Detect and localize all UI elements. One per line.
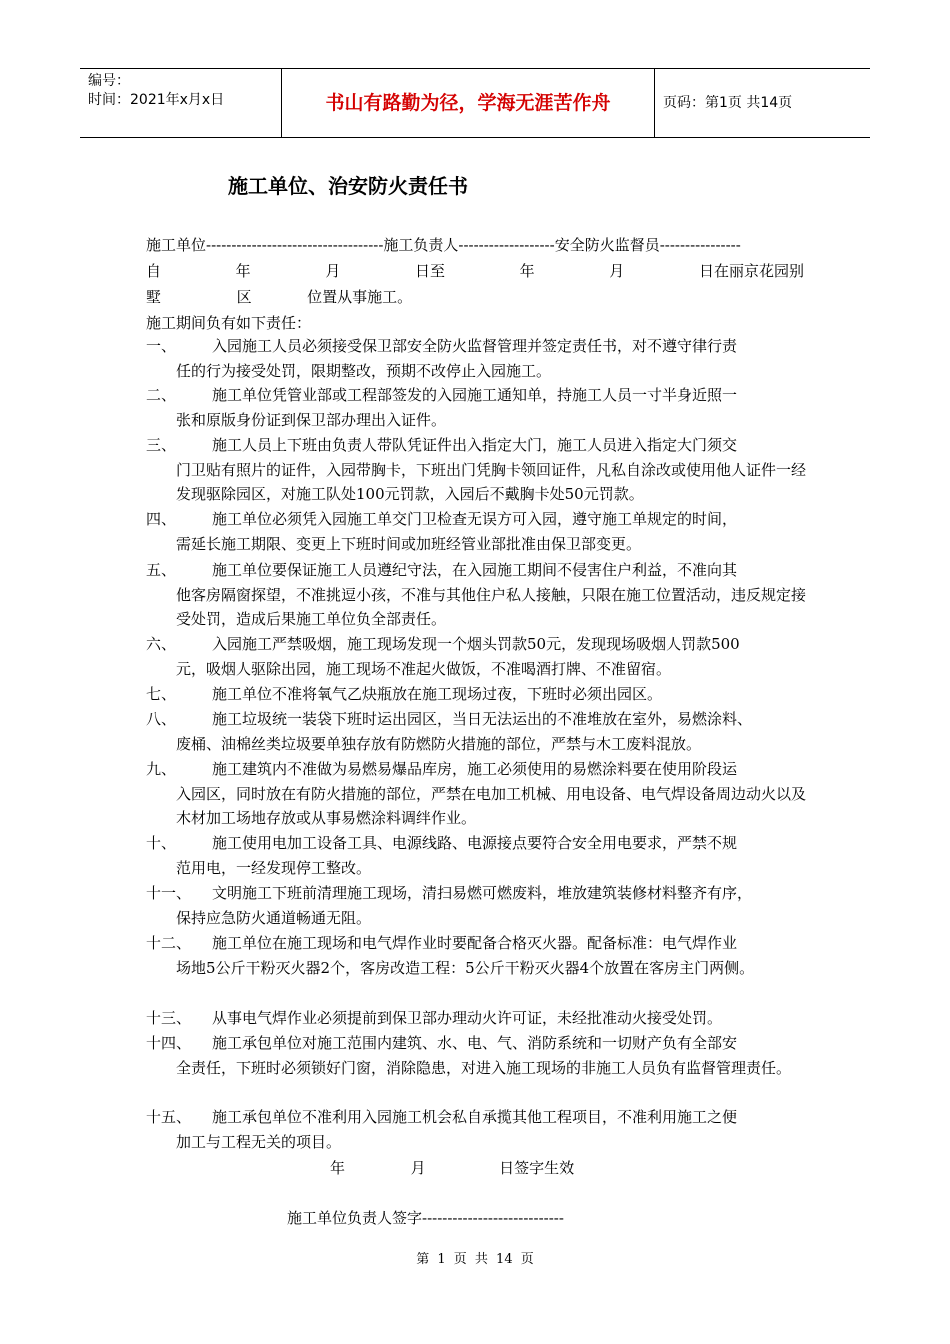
- effective-date-line: [330, 1156, 574, 1180]
- header-motto: 书山有路勤为径，学海无涯苦作舟: [325, 92, 611, 114]
- clause-text: 场地5公斤干粉灭火器2个，客房改造工程：5公斤干粉灭火器4个放置在客房主门两侧。: [176, 958, 755, 977]
- clause-text: 入园区，同时放在有防火措施的部位，严禁在电加工机械、用电设备、电气焊设备周边动火以及木材加工场地存放或从事易燃涂料调绊作业。: [176, 784, 807, 827]
- clause-text: 范用电，一经发现停工整改。: [176, 858, 372, 877]
- number-label: 编号：: [88, 73, 130, 89]
- clause-text: 入园施工人员必须接受保卫部安全防火监督管理并签定责任书，对不遵守律行责: [212, 337, 738, 355]
- page-footer: 第 1 页 共 14 页: [416, 1252, 534, 1267]
- clause-text: 施工单位要保证施工人员遵纪守法，在入园施工期间不侵害住户利益，不准向其: [212, 561, 738, 579]
- header-divider: [654, 69, 655, 137]
- clause-number: 十四、: [146, 1034, 192, 1052]
- clause-text: 施工承包单位对施工范围内建筑、水、电、气、消防系统和一切财产负有全部安: [212, 1034, 738, 1052]
- header-page-info: 页码：第1页 共14页: [663, 95, 793, 111]
- clause-number: 八、: [146, 710, 177, 728]
- effective-word: 年: [330, 1159, 346, 1177]
- clause-text: 从事电气焊作业必须提前到保卫部办理动火许可证，未经批准动火接受处罚。: [212, 1009, 723, 1027]
- intro-word: 日至: [414, 262, 445, 280]
- signature-line: 施工单位负责人签字----------------------------: [287, 1209, 564, 1227]
- clause-text: 张和原版身份证到保卫部办理出入证件。: [176, 410, 447, 429]
- clause-text: 元，吸烟人驱除出园，施工现场不准起火做饭，不准喝酒打牌、不准留宿。: [176, 659, 672, 678]
- clause-text: 加工与工程无关的项目。: [176, 1132, 342, 1151]
- clause-number: 二、: [146, 386, 177, 404]
- clause-text: 入园施工严禁吸烟，施工现场发现一个烟头罚款50元，发现现场吸烟人罚款500: [212, 635, 740, 653]
- clause-text: 保持应急防火通道畅通无阻。: [176, 908, 372, 927]
- clause-text: 全责任，下班时必须锁好门窗，消除隐患，对进入施工现场的非施工人员负有监督管理责任。: [176, 1058, 792, 1077]
- clause-text: 文明施工下班前清理施工现场，清扫易燃可燃废料，堆放建筑装修材料整齐有序，: [212, 884, 753, 902]
- clause-number: 十二、: [146, 934, 192, 952]
- clause-text: 门卫贴有照片的证件，入园带胸卡，下班出门凭胸卡领回证件，凡私自涂改或使用他人证件一经发现驱除园区，对施工队处100元罚款，入园后不戴胸卡处50元罚款。: [176, 460, 807, 503]
- intro-word: 月: [609, 262, 625, 280]
- clause-number: 十、: [146, 834, 177, 852]
- clause-text: 废桶、油棉丝类垃圾要单独存放有防燃防火措施的部位，严禁与木工废料混放。: [176, 734, 702, 753]
- clause-text: 施工单位凭管业部或工程部签发的入园施工通知单，持施工人员一寸半身近照一: [212, 386, 738, 404]
- clause-number: 十五、: [146, 1108, 192, 1126]
- clause-text: 施工单位在施工现场和电气焊作业时要配备合格灭火器。配备标准：电气焊作业: [212, 934, 738, 952]
- clause-text: 施工单位必须凭入园施工单交门卫检查无误方可入园，遵守施工单规定的时间，: [212, 510, 738, 528]
- time-label: 时间：2021年x月x日: [88, 92, 225, 108]
- clause-number: 四、: [146, 510, 177, 528]
- intro-word: 墅: [146, 288, 162, 306]
- intro-word: 区: [236, 288, 252, 306]
- clause-number: 十一、: [146, 884, 192, 902]
- clause-text: 施工使用电加工设备工具、电源线路、电源接点要符合安全用电要求，严禁不规: [212, 834, 738, 852]
- intro-word: 年: [519, 262, 535, 280]
- document-title: 施工单位、治安防火责任书: [228, 174, 468, 198]
- page-header: [80, 68, 870, 138]
- intro-word: 自: [146, 262, 162, 280]
- clause-number: 七、: [146, 685, 177, 703]
- effective-word: 日签字生效: [499, 1159, 575, 1177]
- clause-text: 施工垃圾统一装袋下班时运出园区，当日无法运出的不准堆放在室外，易燃涂料、: [212, 710, 753, 728]
- intro-line-4: 施工期间负有如下责任：: [146, 314, 312, 332]
- intro-word: 日在丽京花园别: [698, 262, 804, 280]
- effective-word: 月: [410, 1159, 426, 1177]
- intro-line-3: [146, 285, 412, 309]
- clause-text: 任的行为接受处罚，限期整改，预期不改停止入园施工。: [176, 361, 552, 380]
- header-meta: [80, 69, 280, 137]
- intro-word: 月: [325, 262, 341, 280]
- clause-text: 需延长施工期限、变更上下班时间或加班经管业部批准由保卫部变更。: [176, 534, 642, 553]
- intro-line-1: 施工单位-----------------------------------施工负责人-------------------安全防火监督员----------------: [146, 236, 741, 254]
- intro-word: 年: [235, 262, 251, 280]
- clause-number: 十三、: [146, 1009, 192, 1027]
- clause-text: 施工建筑内不准做为易燃易爆品库房，施工必须使用的易燃涂料要在使用阶段运: [212, 760, 738, 778]
- clause-number: 一、: [146, 337, 177, 355]
- clause-text: 施工人员上下班由负责人带队凭证件出入指定大门，施工人员进入指定大门须交: [212, 436, 738, 454]
- clause-text: 施工承包单位不准利用入园施工机会私自承揽其他工程项目，不准利用施工之便: [212, 1108, 738, 1126]
- clause-number: 九、: [146, 760, 177, 778]
- clause-number: 五、: [146, 561, 177, 579]
- clause-text: 他客房隔窗探望，不准挑逗小孩，不准与其他住户私人接触，只限在施工位置活动，违反规定接受处罚，造成后果施工单位负全部责任。: [176, 585, 807, 628]
- intro-word: 位置从事施工。: [307, 288, 413, 306]
- clause-number: 六、: [146, 635, 177, 653]
- intro-line-2: [146, 259, 804, 283]
- clause-text: 施工单位不准将氧气乙炔瓶放在施工现场过夜，下班时必须出园区。: [212, 685, 663, 703]
- clause-number: 三、: [146, 436, 177, 454]
